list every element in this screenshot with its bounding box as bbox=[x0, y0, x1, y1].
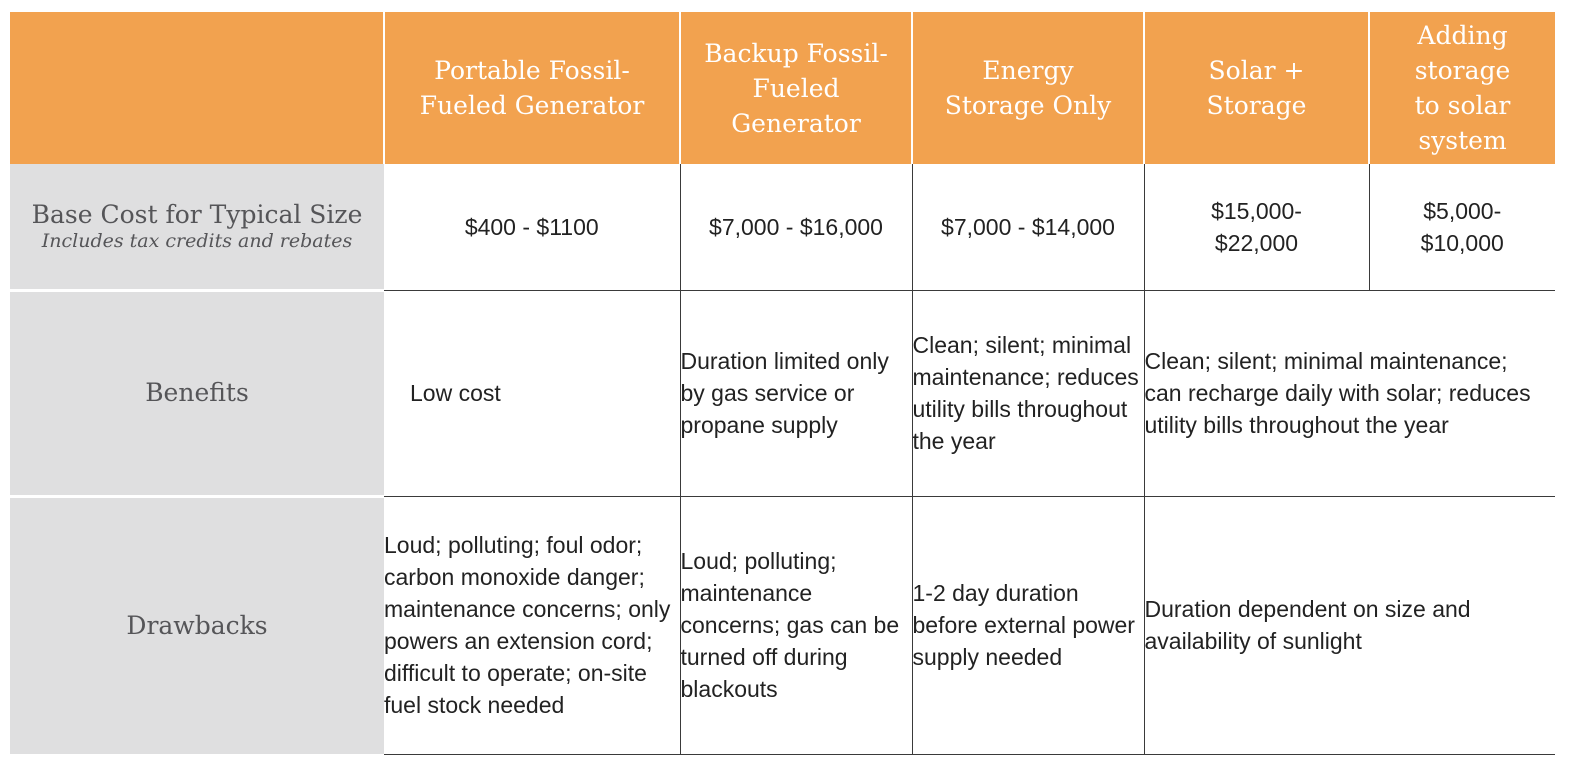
benefits-row bbox=[10, 290, 1555, 496]
cost-portable-generator: $400 - $1100 bbox=[384, 164, 680, 290]
drawbacks-label: Drawbacks bbox=[126, 610, 268, 640]
cost-solar-storage: $15,000- $22,000 bbox=[1144, 164, 1369, 290]
row-label-benefits bbox=[10, 290, 384, 496]
header-row bbox=[10, 12, 1555, 164]
drawbacks-portable-generator: Loud; polluting; foul odor; carbon monoxide danger; maintenance concerns; only powers an extension cord; difficult to operate; on-site fuel stock needed bbox=[384, 496, 680, 754]
header-backup-generator: Backup Fossil-Fueled Generator bbox=[680, 12, 912, 164]
header-corner bbox=[10, 12, 384, 164]
cost-energy-storage-only: $7,000 - $14,000 bbox=[912, 164, 1144, 290]
drawbacks-backup-generator: Loud; polluting; maintenance concerns; gas can be turned off during blackouts bbox=[680, 496, 912, 754]
cost-backup-generator: $7,000 - $16,000 bbox=[680, 164, 912, 290]
drawbacks-row bbox=[10, 496, 1555, 754]
benefits-backup-generator: Duration limited only by gas service or propane supply bbox=[680, 290, 912, 496]
drawbacks-solar-storage-combined: Duration dependent on size and availability of sunlight bbox=[1144, 496, 1555, 754]
base-cost-sublabel: Includes tax credits and rebates bbox=[41, 230, 353, 253]
benefits-label: Benefits bbox=[145, 378, 249, 407]
benefits-portable-generator: Low cost bbox=[384, 290, 680, 496]
cost-row bbox=[10, 164, 1555, 290]
header-energy-storage-only: Energy Storage Only bbox=[912, 12, 1144, 164]
cost-adding-storage: $5,000- $10,000 bbox=[1369, 164, 1555, 290]
row-label-drawbacks bbox=[10, 496, 384, 754]
drawbacks-energy-storage-only: 1-2 day duration before external power supply needed bbox=[912, 496, 1144, 754]
comparison-table bbox=[10, 12, 1555, 755]
header-portable-generator: Portable Fossil-Fueled Generator bbox=[384, 12, 680, 164]
base-cost-label: Base Cost for Typical Size bbox=[31, 200, 363, 230]
benefits-energy-storage-only: Clean; silent; minimal maintenance; reduces utility bills throughout the year bbox=[912, 290, 1144, 496]
row-label-base-cost bbox=[10, 164, 384, 290]
benefits-solar-storage-combined: Clean; silent; minimal maintenance; can recharge daily with solar; reduces utility bills throughout the year bbox=[1144, 290, 1555, 496]
header-solar-storage: Solar + Storage bbox=[1144, 12, 1369, 164]
header-adding-storage-to-solar: Adding storage to solar system bbox=[1369, 12, 1555, 164]
